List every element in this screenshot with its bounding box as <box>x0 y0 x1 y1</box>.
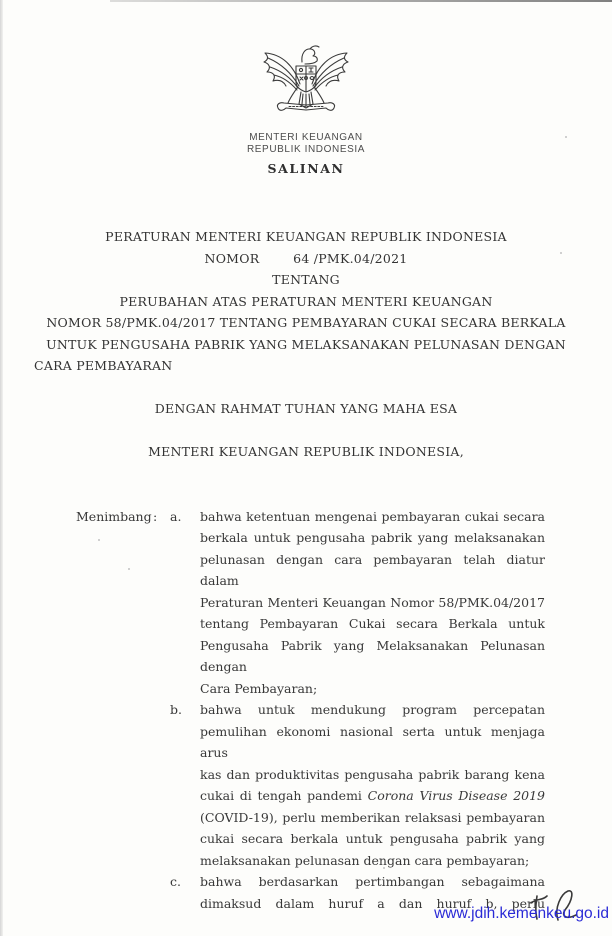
item-marker-b: b. <box>170 702 182 717</box>
considering-items <box>170 506 545 915</box>
item-marker-c: c. <box>170 874 181 889</box>
scan-speck <box>565 136 567 138</box>
scan-speck <box>383 867 385 869</box>
scan-edge-artifact-left <box>0 0 3 936</box>
considering-colon: : <box>153 508 158 524</box>
jdih-watermark-url: www.jdih.kemenkeu.go.id <box>434 905 609 922</box>
considering-section <box>76 506 545 915</box>
considering-item-a <box>170 506 545 700</box>
garuda-pancasila-emblem <box>0 44 612 128</box>
authority-line: MENTERI KEUANGAN REPUBLIK INDONESIA, <box>148 444 464 459</box>
copy-stamp-label: SALINAN <box>267 161 345 176</box>
considering-item-b <box>170 699 545 871</box>
scan-edge-artifact-top <box>110 0 612 2</box>
ministry-name-line2: REPUBLIK INDONESIA <box>246 143 366 155</box>
item-text-b: bahwa untuk mendukung program percepatan pemulihan ekonomi nasional serta untuk menjaga arus kas dan produktivitas pengusaha pabrik barang kena cukai di tengah pandemi Corona Virus Disease 2019 (COVID-19), perlu memberikan relaksasi pembayaran cukai secara berkala untuk pengusaha pabrik yang melaksanakan pelunasan dengan cara pembayaran; <box>200 702 546 868</box>
considering-label: Menimbang <box>76 508 152 524</box>
scan-speck <box>128 568 130 570</box>
ministry-name-line1: MENTERI KEUANGAN <box>249 132 363 143</box>
item-text-a: bahwa ketentuan mengenai pembayaran cukai secara berkala untuk pengusaha pabrik yang melaksanakan pelunasan dengan cara pembayaran telah diatur dalam Peraturan Menteri Keuangan Nomor 58/PMK.04/2017 tentang Pembayaran Cukai secara Berkala untuk Pengusaha Pabrik yang Melaksanakan Pelunasan dengan Cara Pembayaran; <box>200 508 545 696</box>
item-text-c: bahwa berdasarkan pertimbangan sebagaimana dimaksud dalam huruf a dan huruf b, perlu <box>200 874 545 911</box>
scan-speck <box>560 252 562 254</box>
letterhead <box>0 0 612 176</box>
ministry-name <box>0 132 612 155</box>
regulation-title: PERATURAN MENTERI KEUANGAN REPUBLIK INDONESIA NOMOR 64 /PMK.04/2021 TENTANG PERUBAHAN ATAS PERATURAN MENTERI KEUANGAN NOMOR 58/PMK.04/2017 TENTANG PEMBAYARAN CUKAI SECARA BERKALA UNTUK PENGUSAHA PABRIK YANG MELAKSANAKAN PELUNASAN DENGAN CARA PEMBAYARAN <box>34 229 566 373</box>
invocation-line: DENGAN RAHMAT TUHAN YANG MAHA ESA <box>154 401 458 416</box>
item-marker-a: a. <box>170 508 182 524</box>
scan-speck <box>98 539 100 541</box>
